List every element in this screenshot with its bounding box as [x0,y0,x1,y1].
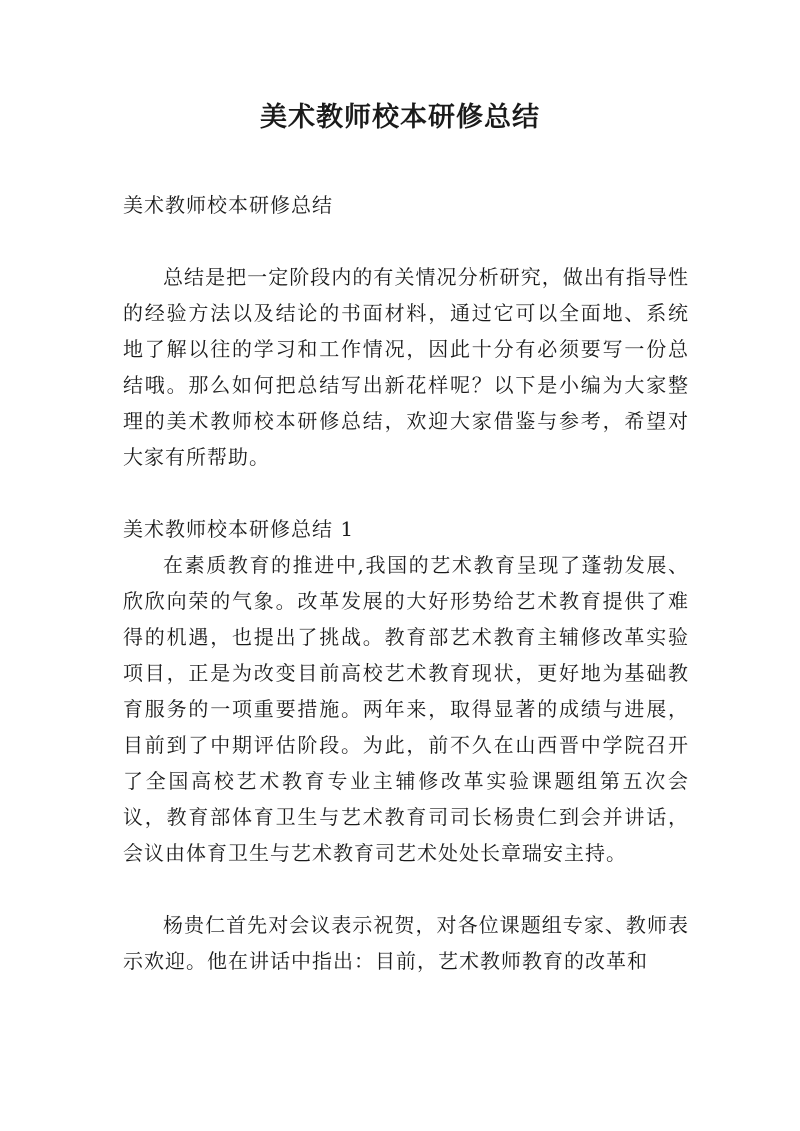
document-body [123,187,689,979]
document-title: 美术教师校本研修总结 [260,102,540,133]
spacer [123,871,689,907]
intro-paragraph: 总结是把一定阶段内的有关情况分析研究，做出有指导性的经验方法以及结论的书面材料，通过它可以全面地、系统地了解以往的学习和工作情况，因此十分有必须要写一份总结哦。那么如何把总结写出新花样呢？以下是小编为大家整理的美术教师校本研修总结，欢迎大家借鉴与参考，希望对大家有所帮助。 [123,265,689,469]
spacer [123,223,689,259]
spacer [123,475,689,511]
document-subtitle: 美术教师校本研修总结 [123,193,333,217]
section-paragraph: 在素质教育的推进中,我国的艺术教育呈现了蓬勃发展、欣欣向荣的气象。改革发展的大好形势给艺术教育提供了难得的机遇，也提出了挑战。教育部艺术教育主辅修改革实验项目，正是为改变目前高校艺术教育现状，更好地为基础教育服务的一项重要措施。两年来，取得显著的成绩与进展，目前到了中期评估阶段。为此，前不久在山西晋中学院召开了全国高校艺术教育专业主辅修改革实验课题组第五次会议，教育部体育卫生与艺术教育司司长杨贵仁到会并讲话，会议由体育卫生与艺术教育司艺术处处长章瑞安主持。 [123,553,689,865]
section-paragraph: 杨贵仁首先对会议表示祝贺，对各位课题组专家、教师表示欢迎。他在讲话中指出：目前，艺术教师教育的改革和 [123,913,689,973]
section-heading: 美术教师校本研修总结 1 [123,517,355,541]
